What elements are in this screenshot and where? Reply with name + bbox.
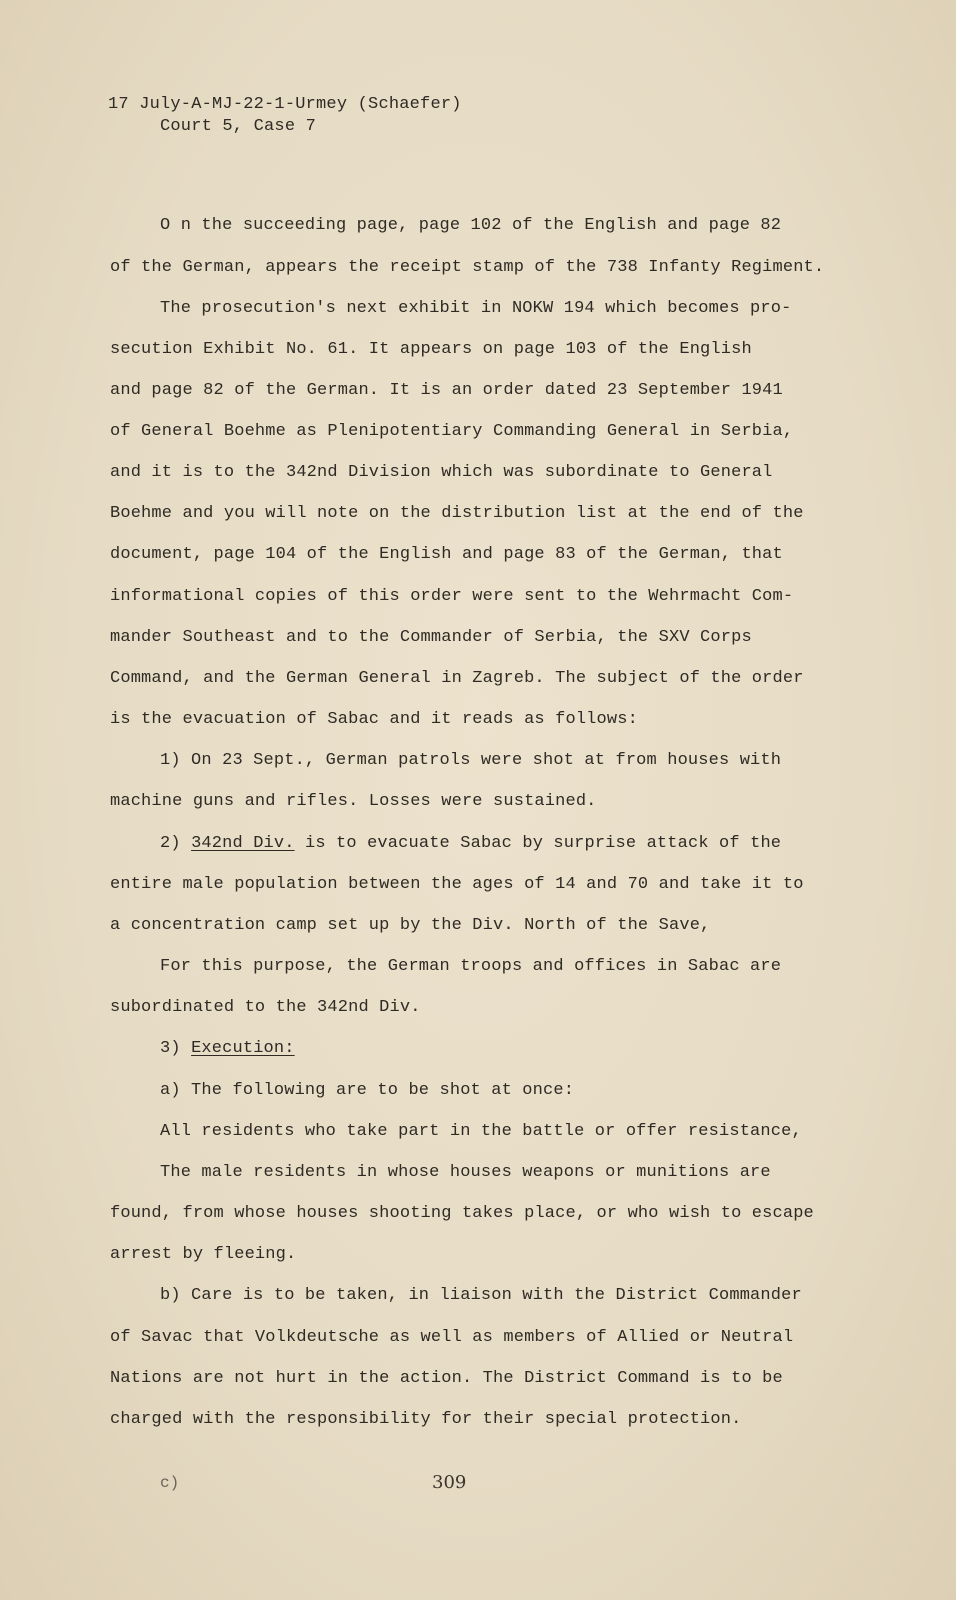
body-line: For this purpose, the German troops and offices in Sabac are	[160, 957, 782, 976]
body-line: a) The following are to be shot at once:	[160, 1081, 575, 1100]
body-line: b) Care is to be taken, in liaison with the District Commander	[160, 1286, 802, 1305]
body-line: is the evacuation of Sabac and it reads as follows:	[110, 710, 638, 729]
body-line: informational copies of this order were sent to the Wehrmacht Com-	[110, 587, 794, 606]
body-line: Boehme and you will note on the distribution list at the end of the	[110, 504, 804, 523]
body-line: entire male population between the ages of 14 and 70 and take it to	[110, 875, 804, 894]
body-line: Nations are not hurt in the action. The District Command is to be	[110, 1369, 783, 1388]
body-line: charged with the responsibility for their special protection.	[110, 1410, 742, 1429]
body-line: The male residents in whose houses weapons or munitions are	[160, 1163, 771, 1182]
body-line	[160, 834, 781, 853]
item-number: 2)	[160, 834, 181, 853]
item-text: is to evacuate Sabac by surprise attack of the	[304, 834, 782, 853]
header-reference: 17 July-A-MJ-22-1-Urmey (Schaefer)	[108, 95, 462, 114]
body-line: and page 82 of the German. It is an order dated 23 September 1941	[110, 381, 783, 400]
body-line: arrest by fleeing.	[110, 1245, 297, 1264]
body-line: subordinated to the 342nd Div.	[110, 998, 421, 1017]
header-court-case: Court 5, Case 7	[160, 117, 317, 136]
body-line: of Savac that Volkdeutsche as well as members of Allied or Neutral	[110, 1328, 794, 1347]
body-line: a concentration camp set up by the Div. North of the Save,	[110, 916, 711, 935]
underlined-division: 342nd Div.	[191, 834, 295, 853]
underlined-heading: Execution:	[191, 1039, 295, 1058]
document-header	[108, 94, 462, 138]
body-line: and it is to the 342nd Division which was subordinate to General	[110, 463, 773, 482]
body-line	[160, 1039, 295, 1058]
body-line: found, from whose houses shooting takes place, or who wish to escape	[110, 1204, 814, 1223]
body-line: Command, and the German General in Zagreb. The subject of the order	[110, 669, 804, 688]
continuation-marker: c)	[160, 1474, 180, 1492]
item-number: 3)	[160, 1039, 181, 1058]
body-line: machine guns and rifles. Losses were sustained.	[110, 792, 597, 811]
body-line: of the German, appears the receipt stamp of the 738 Infanty Regiment.	[110, 258, 825, 277]
body-line: The prosecution's next exhibit in NOKW 194 which becomes pro-	[160, 299, 792, 318]
body-line: 1) On 23 Sept., German patrols were shot at from houses with	[160, 751, 782, 770]
page-number: 309	[432, 1472, 467, 1493]
body-line: mander Southeast and to the Commander of Serbia, the SXV Corps	[110, 628, 752, 647]
body-line: All residents who take part in the battle or offer resistance,	[160, 1122, 802, 1141]
body-line: O n the succeeding page, page 102 of the English and page 82	[160, 216, 782, 235]
body-line: secution Exhibit No. 61. It appears on page 103 of the English	[110, 340, 752, 359]
body-line: document, page 104 of the English and page 83 of the German, that	[110, 545, 783, 564]
body-line: of General Boehme as Plenipotentiary Commanding General in Serbia,	[110, 422, 794, 441]
